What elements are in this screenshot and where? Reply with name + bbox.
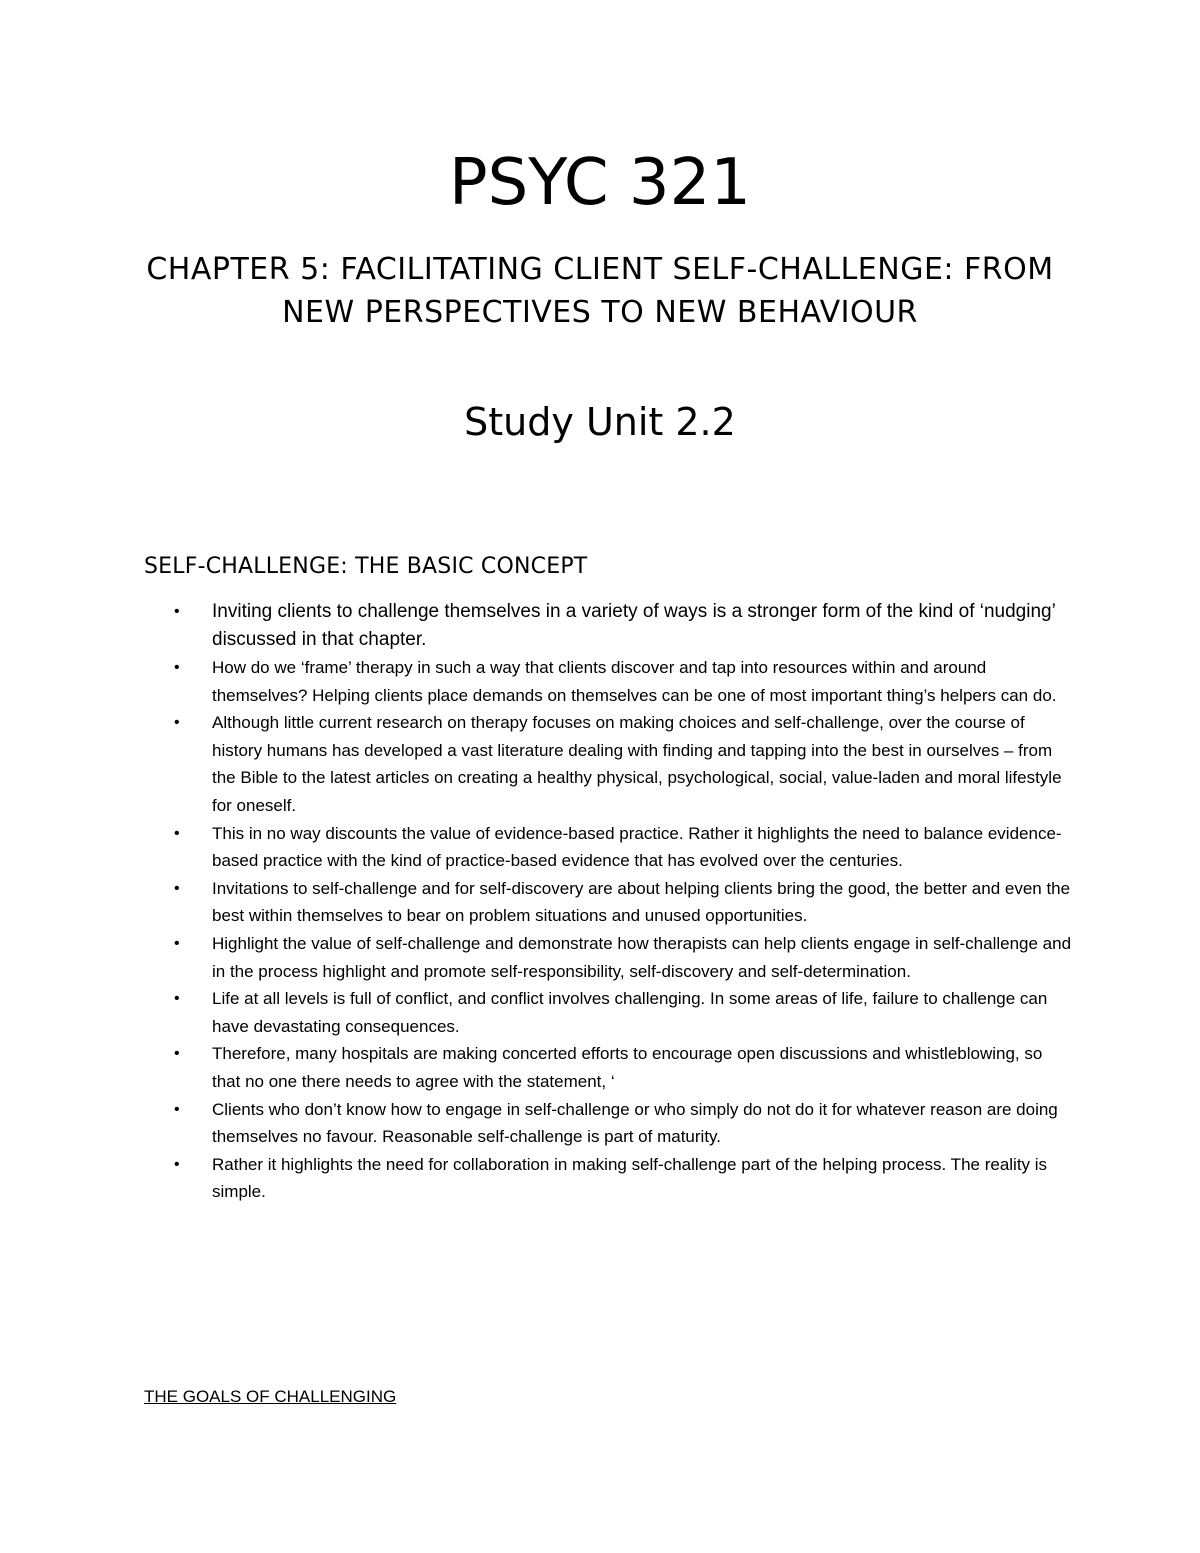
bullet-icon: • xyxy=(174,934,180,952)
section-heading: SELF-CHALLENGE: THE BASIC CONCEPT xyxy=(144,554,588,579)
bullet-list xyxy=(144,598,1074,1206)
list-item-text: This in no way discounts the value of evidence-based practice. Rather it highlights the need to balance evidence-based practice with the kind of practice-based evidence that has evolved over the centuries. xyxy=(212,823,1062,871)
list-item-text: Life at all levels is full of conflict, and conflict involves challenging. In some areas of life, failure to challenge can have devastating consequences. xyxy=(212,989,1048,1036)
list-item xyxy=(144,1096,1074,1151)
list-item-text: Clients who don’t know how to engage in self-challenge or who simply do not do it for whatever reason are doing themselves no favour. Reasonable self-challenge is part of maturity. xyxy=(212,1099,1058,1147)
bullet-icon: • xyxy=(174,879,180,897)
chapter-title: CHAPTER 5: FACILITATING CLIENT SELF-CHALLENGE: FROM NEW PERSPECTIVES TO NEW BEHAVIOUR xyxy=(146,252,1054,330)
bullet-icon: • xyxy=(174,603,180,620)
list-item xyxy=(144,985,1074,1040)
bullet-icon: • xyxy=(174,714,180,732)
list-item-text: Inviting clients to challenge themselves in a variety of ways is a stronger form of the kind of ‘nudging’ discussed in that chapter. xyxy=(212,601,1056,650)
list-item xyxy=(144,820,1074,875)
list-item-text: Therefore, many hospitals are making concerted efforts to encourage open discussions and whistleblowing, so that no one there needs to agree with the statement, ‘ xyxy=(212,1044,1043,1091)
list-item-text: Although little current research on therapy focuses on making choices and self-challenge, over the course of history humans has developed a vast literature dealing with finding and tapping into the best in ourselves – from the Bible to the latest articles on creating a healthy physical, psychological, social, value-laden and moral lifestyle for oneself. xyxy=(212,713,1062,815)
goals-heading: THE GOALS OF CHALLENGING xyxy=(144,1387,397,1406)
list-item xyxy=(144,1151,1074,1206)
bullet-icon: • xyxy=(174,1100,180,1118)
list-item xyxy=(144,875,1074,930)
study-unit-label: Study Unit 2.2 xyxy=(464,400,736,444)
bullet-icon: • xyxy=(174,1155,180,1173)
course-code-title: PSYC 321 xyxy=(449,146,751,220)
bullet-icon: • xyxy=(174,824,180,842)
list-item xyxy=(144,598,1074,654)
list-item xyxy=(144,709,1074,819)
list-item-text: How do we ‘frame’ therapy in such a way that clients discover and tap into resources within and around themselves? Helping clients place demands on themselves can be one of most important thing’s helpers can do. xyxy=(212,658,1057,705)
bullet-icon: • xyxy=(174,1045,180,1063)
list-item xyxy=(144,654,1074,709)
list-item-text: Invitations to self-challenge and for self-discovery are about helping clients bring the good, the better and even the best within themselves to bear on problem situations and unused opportunities. xyxy=(212,878,1071,926)
bullet-icon: • xyxy=(174,659,180,676)
list-item xyxy=(144,930,1074,985)
list-item xyxy=(144,1040,1074,1095)
list-item-text: Highlight the value of self-challenge and demonstrate how therapists can help clients engage in self-challenge and in the process highlight and promote self-responsibility, self-discovery and self-determination. xyxy=(212,933,1072,981)
bullet-icon: • xyxy=(174,990,180,1008)
list-item-text: Rather it highlights the need for collaboration in making self-challenge part of the helping process. The reality is simple. xyxy=(212,1154,1048,1202)
